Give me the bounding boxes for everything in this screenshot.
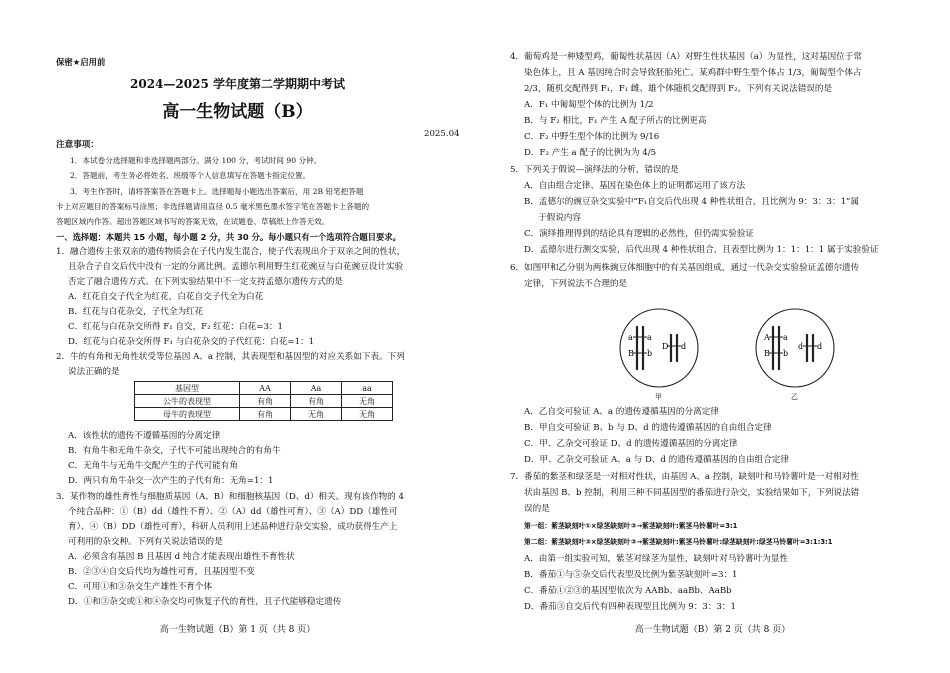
table-row [135, 395, 393, 408]
page-2 [475, 0, 950, 673]
option-text: A．F₁ 中匍匐型个体的比例为 1/2 [524, 100, 654, 110]
option-text: B．孟德尔的豌豆杂交实验中“F₁自交后代出现 4 种性状组合，且比例为 9：3：3：1”属 [524, 197, 860, 207]
allele-label: B [628, 349, 634, 358]
question-text: 说法正确的是 [68, 367, 120, 377]
allele-label: b [647, 349, 653, 358]
option-text: C．F₂ 中野生型个体的比例为 9/16 [524, 132, 660, 142]
table-header-cell: Aa [291, 382, 342, 395]
section-heading: 一、选择题：本题共 15 小题，每小题 2 分，共 30 分。每小题只有一个选项符合题目要求。 [56, 232, 401, 242]
notice-line: 3．考生作答时，请将答案答在答题卡上。选择题每小题选出答案后，用 2B 铅笔把答题 [70, 187, 364, 196]
table-cell: 无角 [342, 395, 393, 408]
option-text: C．可用①和③杂交生产雄性不育个体 [68, 582, 213, 592]
allele-label: d [798, 342, 804, 351]
option-text: A．该性状的遗传不遵循基因的分离定律 [68, 431, 221, 441]
table-cell: 母牛的表现型 [135, 408, 240, 421]
table-header-cell: AA [240, 382, 291, 395]
question-text: 否定了融合遗传方式。在下列实验结果中不一定支持孟德尔遗传方式的是 [68, 277, 344, 287]
table-cell: 无角 [342, 408, 393, 421]
cell-yi-figure [743, 306, 853, 402]
experiment-group: 第二组：紫茎缺刻叶③×绿茎缺刻叶②→紫茎缺刻叶:紫茎马铃薯叶:绿茎缺刻叶:绿茎马铃薯叶=3:1:3:1 [524, 538, 833, 546]
option-text: A．乙自交可验证 A、a 的遗传遵循基因的分离定律 [524, 407, 719, 417]
question-text: 3．某作物的雄性育性与细胞质基因（A、B）和细胞核基因（D、d）相关。现有该作物的 4 [56, 492, 404, 502]
allele-label: b [783, 349, 789, 358]
cell-membrane [620, 309, 698, 387]
question-text: 1．融合遗传主张双亲的遗传物质会在子代内发生混合，使子代表现出介于双亲之间的性状， [56, 247, 406, 257]
table-row [135, 382, 393, 395]
paper-title: 高一生物试题（B） [162, 102, 313, 122]
question-text: 可利用的杂交种。下列有关说法错误的是 [68, 537, 223, 547]
allele-label: a [647, 333, 652, 342]
question-text: 误的是 [524, 504, 550, 514]
question-text: 2．牛的有角和无角性状受等位基因 A、a 控制，其表现型和基因型的对应关系如下表。下列 [56, 352, 405, 362]
option-text: B．番茄①与⑤杂交后代表型及比例为紫茎缺刻叶=3：1 [524, 570, 738, 580]
genotype-table [134, 381, 393, 421]
question-text: 7．番茄的紫茎和绿茎是一对相对性状，由基因 A、a 控制，缺刻叶和马铃薯叶是一对相对性 [510, 472, 859, 482]
table-row [135, 408, 393, 421]
allele-label: d [817, 342, 823, 351]
option-text: D．孟德尔进行测交实验，后代出现 4 种性状组合，且表型比例为 1：1：1：1 属于实验验证 [524, 245, 879, 255]
option-text: C．红花与白花杂交所得 F₁ 自交，F₂ 红花：白花=3：1 [68, 322, 284, 332]
option-text: B．甲自交可验证 B、b 与 D、d 的遗传遵循基因的自由组合定律 [524, 423, 772, 433]
option-text: B．②③④自交后代均为雄性可育，且基因型不变 [68, 567, 255, 577]
question-text: 且杂合子自交后代中没有一定的分离比例。孟德尔利用野生红花豌豆与白花豌豆设计实验 [68, 262, 404, 272]
option-text: B．有角牛和无角牛杂交，子代不可能出现纯合的有角牛 [68, 446, 281, 456]
option-text: D．①和③杂交或①和④杂交均可恢复子代的育性，且子代能够稳定遗传 [68, 597, 342, 607]
question-text: 6．如图甲和乙分别为两株豌豆体细胞中的有关基因组成，通过一代杂交实验验证孟德尔遗传 [510, 263, 860, 273]
option-text: B．红花与白花杂交，子代全为红花 [68, 307, 204, 317]
figure-label: 乙 [791, 393, 798, 401]
question-text: 染色体上，且 A 基因纯合时会导致胚胎死亡。某鸡群中野生型个体占 1/3，匍匐型个体占 [524, 68, 862, 78]
option-text: C．无角牛与无角牛交配产生的子代可能有角 [68, 461, 238, 471]
notice-line: 卡上对应题目的答案标号涂黑；非选择题请用直径 0.5 毫米黑色墨水签字笔在答题卡上各题的 [56, 202, 370, 211]
allele-label: B [764, 349, 770, 358]
table-cell: 无角 [291, 408, 342, 421]
option-text: A．红花自交子代全为红花，白花自交子代全为白花 [68, 292, 264, 302]
question-text: 5．下列关于假说—演绎法的分析，错误的是 [510, 165, 679, 175]
page-footer: 高一生物试题（B）第 2 页（共 8 页） [634, 625, 791, 635]
notice-line: 答题区域内作答。超出答题区域书写的答案无效，在试题卷、草稿纸上作答无效。 [56, 217, 330, 226]
option-text: 于假说内容 [538, 213, 581, 223]
option-text: A．由第一组实验可知，紫茎对绿茎为显性，缺刻叶对马铃薯叶为显性 [524, 554, 789, 564]
allele-label: a [783, 333, 788, 342]
table-cell: 有角 [240, 408, 291, 421]
question-text: 2/3，随机交配得到 F₁，F₁ 雌、雄个体随机交配得到 F₂。下列有关说法错误的是 [524, 84, 833, 94]
option-text: D．番茄③自交后代有四种表现型且比例为 9：3：3：1 [524, 602, 736, 612]
experiment-group: 第一组：紫茎缺刻叶①×绿茎缺刻叶②→紫茎缺刻叶:紫茎马铃薯叶=3:1 [524, 522, 738, 530]
question-text: 定律，下列说法不合理的是 [524, 279, 628, 289]
question-text: 个纯合品种：①（B）dd（雄性不育）、②（A）dd（雄性可育）、③（A）DD（雄性可 [68, 507, 398, 517]
notice-line: 2．答题前，考生务必将姓名、班级等个人信息填写在答题卡指定位置。 [70, 171, 311, 180]
table-cell: 公牛的表现型 [135, 395, 240, 408]
allele-label: a [628, 333, 633, 342]
table-header-cell: 基因型 [135, 382, 240, 395]
option-text: A．必须含有基因 B 且基因 d 纯合才能表现出雄性不育性状 [68, 552, 295, 562]
table-cell: 有角 [291, 395, 342, 408]
exam-title: 2024—2025 学年度第二学期期中考试 [130, 77, 345, 91]
option-text: A．自由组合定律、基因在染色体上的证明都运用了该方法 [524, 181, 746, 191]
option-text: C．演绎推理得到的结论具有逻辑的必然性，但仍需实验验证 [524, 229, 755, 239]
table-cell: 有角 [240, 395, 291, 408]
figure-label: 甲 [655, 393, 662, 401]
page-footer: 高一生物试题（B）第 1 页（共 8 页） [159, 625, 316, 635]
option-text: C．甲、乙杂交可验证 D、d 的遗传遵循基因的分离定律 [524, 439, 738, 449]
cell-membrane [756, 309, 834, 387]
option-text: D．两只有角牛杂交一次产生的子代有角：无角=1：1 [68, 476, 274, 486]
option-text: B．与 F₂ 相比，F₁ 产生 A 配子所占的比例更高 [524, 116, 707, 126]
option-text: D．甲、乙杂交可验证 A、a 与 D、d 的遗传遵循基因的自由组合定律 [524, 455, 789, 465]
allele-label: d [681, 342, 687, 351]
table-header-cell: aa [342, 382, 393, 395]
allele-label: D [662, 342, 669, 351]
question-text: 育）、④（B）DD（雄性可育），科研人员利用上述品种进行杂交实验，成功获得生产上 [68, 522, 398, 532]
exam-date: 2025.04 [424, 129, 460, 139]
option-text: C．番茄①②③的基因型依次为 AABb、aaBb、AaBb [524, 586, 732, 596]
option-text: D．F₂ 产生 a 配子的比例为为 4/5 [524, 148, 657, 158]
option-text: D．红花与白花杂交所得 F₁ 与白花杂交的子代红花：白花=1：1 [68, 337, 315, 347]
allele-label: A [764, 333, 770, 342]
notice-title: 注意事项： [56, 140, 99, 150]
question-text: 状由基因 B、b 控制，利用三种不同基因型的番茄进行杂交，实验结果如下，下列说法错 [524, 488, 860, 498]
notice-line: 1．本试卷分选择题和非选择题两部分。满分 100 分，考试时间 90 分钟。 [70, 156, 322, 165]
cell-jia-figure [607, 306, 717, 402]
question-text: 4．葡萄鸡是一种矮型鸡，葡匐性状基因（A）对野生性状基因（a）为显性，这对基因位于常 [510, 52, 862, 62]
confidential-label: 保密★启用前 [56, 57, 106, 67]
